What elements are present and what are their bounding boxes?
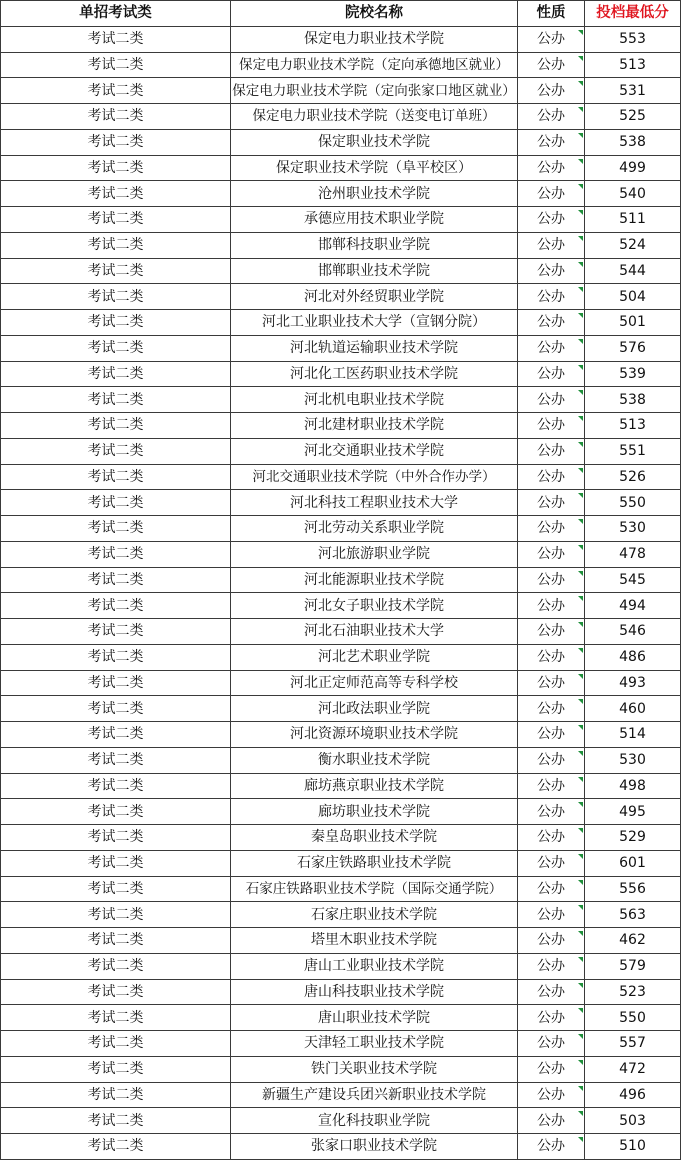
cell-school-type: 公办 [518, 52, 585, 78]
cell-school-type: 公办 [518, 516, 585, 542]
cell-school-name: 石家庄铁路职业技术学院 [231, 850, 518, 876]
cell-school-name: 河北交通职业技术学院 [231, 438, 518, 464]
cell-min-score: 530 [585, 516, 681, 542]
cell-exam-category: 考试二类 [1, 799, 231, 825]
table-row [1, 78, 681, 104]
cell-min-score: 499 [585, 155, 681, 181]
cell-school-name: 保定电力职业技术学院（定向承德地区就业） [231, 52, 518, 78]
cell-school-type: 公办 [518, 876, 585, 902]
cell-school-type: 公办 [518, 1031, 585, 1057]
cell-school-type: 公办 [518, 361, 585, 387]
cell-min-score: 525 [585, 104, 681, 130]
cell-school-type: 公办 [518, 104, 585, 130]
table-row [1, 1005, 681, 1031]
cell-exam-category: 考试二类 [1, 26, 231, 52]
cell-exam-category: 考试二类 [1, 78, 231, 104]
cell-school-type: 公办 [518, 1056, 585, 1082]
table-row [1, 207, 681, 233]
cell-exam-category: 考试二类 [1, 438, 231, 464]
cell-school-name: 河北化工医药职业技术学院 [231, 361, 518, 387]
table-row [1, 258, 681, 284]
table-row [1, 876, 681, 902]
cell-school-name: 河北建材职业技术学院 [231, 413, 518, 439]
cell-min-score: 557 [585, 1031, 681, 1057]
cell-school-type: 公办 [518, 722, 585, 748]
header-school-name: 院校名称 [231, 1, 518, 27]
cell-min-score: 495 [585, 799, 681, 825]
cell-min-score: 501 [585, 310, 681, 336]
table-row [1, 979, 681, 1005]
table-row [1, 696, 681, 722]
cell-exam-category: 考试二类 [1, 155, 231, 181]
cell-exam-category: 考试二类 [1, 310, 231, 336]
table-row [1, 490, 681, 516]
cell-school-type: 公办 [518, 593, 585, 619]
cell-school-type: 公办 [518, 850, 585, 876]
cell-school-type: 公办 [518, 619, 585, 645]
cell-school-type: 公办 [518, 1005, 585, 1031]
cell-min-score: 545 [585, 567, 681, 593]
cell-exam-category: 考试二类 [1, 129, 231, 155]
cell-school-name: 石家庄铁路职业技术学院（国际交通学院） [231, 876, 518, 902]
table-row [1, 52, 681, 78]
table-row [1, 310, 681, 336]
cell-school-type: 公办 [518, 928, 585, 954]
cell-school-type: 公办 [518, 258, 585, 284]
table-row [1, 541, 681, 567]
cell-school-type: 公办 [518, 78, 585, 104]
table-row [1, 1056, 681, 1082]
cell-school-name: 秦皇岛职业技术学院 [231, 825, 518, 851]
table-row [1, 670, 681, 696]
cell-exam-category: 考试二类 [1, 593, 231, 619]
cell-school-name: 沧州职业技术学院 [231, 181, 518, 207]
table-row [1, 129, 681, 155]
cell-school-name: 河北工业职业技术大学（宣钢分院） [231, 310, 518, 336]
cell-min-score: 538 [585, 129, 681, 155]
table-header [1, 1, 681, 27]
table-row [1, 773, 681, 799]
cell-exam-category: 考试二类 [1, 284, 231, 310]
cell-school-name: 廊坊职业技术学院 [231, 799, 518, 825]
cell-school-name: 保定电力职业技术学院（定向张家口地区就业） [231, 78, 518, 104]
cell-school-type: 公办 [518, 310, 585, 336]
cell-min-score: 513 [585, 52, 681, 78]
cell-school-type: 公办 [518, 644, 585, 670]
cell-min-score: 503 [585, 1108, 681, 1134]
table-row [1, 1031, 681, 1057]
table-row [1, 361, 681, 387]
table-row [1, 232, 681, 258]
cell-min-score: 523 [585, 979, 681, 1005]
table-row [1, 799, 681, 825]
cell-exam-category: 考试二类 [1, 1056, 231, 1082]
table-row [1, 902, 681, 928]
cell-school-type: 公办 [518, 1082, 585, 1108]
cell-school-type: 公办 [518, 747, 585, 773]
cell-school-name: 保定电力职业技术学院（送变电订单班） [231, 104, 518, 130]
cell-exam-category: 考试二类 [1, 387, 231, 413]
cell-school-name: 保定职业技术学院 [231, 129, 518, 155]
table-body [1, 26, 681, 1159]
cell-exam-category: 考试二类 [1, 464, 231, 490]
header-exam-category: 单招考试类 [1, 1, 231, 27]
cell-exam-category: 考试二类 [1, 567, 231, 593]
table-row [1, 1108, 681, 1134]
cell-min-score: 601 [585, 850, 681, 876]
cell-school-name: 唐山科技职业技术学院 [231, 979, 518, 1005]
cell-exam-category: 考试二类 [1, 1108, 231, 1134]
cell-min-score: 529 [585, 825, 681, 851]
cell-school-name: 河北艺术职业学院 [231, 644, 518, 670]
cell-school-type: 公办 [518, 155, 585, 181]
cell-school-name: 河北轨道运输职业技术学院 [231, 335, 518, 361]
cell-school-name: 保定职业技术学院（阜平校区） [231, 155, 518, 181]
table-row [1, 619, 681, 645]
cell-exam-category: 考试二类 [1, 541, 231, 567]
cell-min-score: 511 [585, 207, 681, 233]
cell-min-score: 539 [585, 361, 681, 387]
table-row [1, 413, 681, 439]
cell-school-name: 天津轻工职业技术学院 [231, 1031, 518, 1057]
header-school-type: 性质 [518, 1, 585, 27]
table-row [1, 516, 681, 542]
cell-min-score: 538 [585, 387, 681, 413]
cell-min-score: 496 [585, 1082, 681, 1108]
cell-min-score: 510 [585, 1134, 681, 1160]
cell-min-score: 526 [585, 464, 681, 490]
table-row [1, 644, 681, 670]
table-row [1, 1082, 681, 1108]
table-row [1, 181, 681, 207]
cell-school-name: 邯郸职业技术学院 [231, 258, 518, 284]
cell-school-name: 河北对外经贸职业学院 [231, 284, 518, 310]
table-row [1, 825, 681, 851]
cell-min-score: 576 [585, 335, 681, 361]
cell-school-name: 河北政法职业学院 [231, 696, 518, 722]
cell-exam-category: 考试二类 [1, 1134, 231, 1160]
cell-min-score: 556 [585, 876, 681, 902]
cell-school-name: 承德应用技术职业学院 [231, 207, 518, 233]
cell-exam-category: 考试二类 [1, 361, 231, 387]
cell-school-type: 公办 [518, 541, 585, 567]
table-row [1, 953, 681, 979]
table-row [1, 1134, 681, 1160]
cell-school-name: 廊坊燕京职业技术学院 [231, 773, 518, 799]
cell-min-score: 493 [585, 670, 681, 696]
cell-school-type: 公办 [518, 207, 585, 233]
cell-exam-category: 考试二类 [1, 490, 231, 516]
cell-school-type: 公办 [518, 181, 585, 207]
table-row [1, 722, 681, 748]
cell-school-name: 河北女子职业技术学院 [231, 593, 518, 619]
table-row [1, 155, 681, 181]
cell-min-score: 498 [585, 773, 681, 799]
cell-exam-category: 考试二类 [1, 644, 231, 670]
cell-school-name: 河北科技工程职业技术大学 [231, 490, 518, 516]
table-row [1, 387, 681, 413]
cell-school-name: 河北资源环境职业技术学院 [231, 722, 518, 748]
cell-exam-category: 考试二类 [1, 747, 231, 773]
cell-school-type: 公办 [518, 979, 585, 1005]
cell-exam-category: 考试二类 [1, 850, 231, 876]
cell-exam-category: 考试二类 [1, 902, 231, 928]
cell-exam-category: 考试二类 [1, 413, 231, 439]
cell-min-score: 524 [585, 232, 681, 258]
cell-min-score: 513 [585, 413, 681, 439]
cell-exam-category: 考试二类 [1, 979, 231, 1005]
cell-exam-category: 考试二类 [1, 1031, 231, 1057]
cell-school-type: 公办 [518, 567, 585, 593]
cell-school-name: 河北石油职业技术大学 [231, 619, 518, 645]
cell-min-score: 472 [585, 1056, 681, 1082]
table-row [1, 464, 681, 490]
cell-school-name: 河北劳动关系职业学院 [231, 516, 518, 542]
cell-school-type: 公办 [518, 1108, 585, 1134]
cell-min-score: 460 [585, 696, 681, 722]
cell-school-type: 公办 [518, 773, 585, 799]
cell-min-score: 544 [585, 258, 681, 284]
cell-min-score: 546 [585, 619, 681, 645]
table-row [1, 335, 681, 361]
cell-school-name: 河北机电职业技术学院 [231, 387, 518, 413]
cell-school-type: 公办 [518, 232, 585, 258]
cell-exam-category: 考试二类 [1, 1005, 231, 1031]
cell-school-type: 公办 [518, 670, 585, 696]
cell-school-type: 公办 [518, 490, 585, 516]
cell-school-name: 河北交通职业技术学院（中外合作办学） [231, 464, 518, 490]
cell-exam-category: 考试二类 [1, 181, 231, 207]
cell-exam-category: 考试二类 [1, 232, 231, 258]
cell-school-type: 公办 [518, 129, 585, 155]
cell-min-score: 478 [585, 541, 681, 567]
cell-min-score: 494 [585, 593, 681, 619]
cell-school-type: 公办 [518, 284, 585, 310]
cell-school-type: 公办 [518, 953, 585, 979]
cell-min-score: 579 [585, 953, 681, 979]
cell-exam-category: 考试二类 [1, 773, 231, 799]
table-row [1, 104, 681, 130]
cell-min-score: 531 [585, 78, 681, 104]
cell-school-type: 公办 [518, 387, 585, 413]
cell-school-name: 唐山职业技术学院 [231, 1005, 518, 1031]
table-row [1, 850, 681, 876]
cell-exam-category: 考试二类 [1, 516, 231, 542]
cell-school-type: 公办 [518, 413, 585, 439]
cell-min-score: 462 [585, 928, 681, 954]
cell-school-type: 公办 [518, 335, 585, 361]
cell-min-score: 551 [585, 438, 681, 464]
cell-exam-category: 考试二类 [1, 670, 231, 696]
cell-school-name: 新疆生产建设兵团兴新职业技术学院 [231, 1082, 518, 1108]
cell-school-type: 公办 [518, 464, 585, 490]
cell-min-score: 530 [585, 747, 681, 773]
table-row [1, 438, 681, 464]
header-min-score: 投档最低分 [585, 1, 681, 27]
cell-exam-category: 考试二类 [1, 953, 231, 979]
cell-school-name: 铁门关职业技术学院 [231, 1056, 518, 1082]
cell-min-score: 550 [585, 1005, 681, 1031]
cell-min-score: 550 [585, 490, 681, 516]
cell-school-name: 张家口职业技术学院 [231, 1134, 518, 1160]
table-row [1, 26, 681, 52]
cell-exam-category: 考试二类 [1, 258, 231, 284]
cell-min-score: 563 [585, 902, 681, 928]
cell-exam-category: 考试二类 [1, 207, 231, 233]
cell-school-name: 河北旅游职业学院 [231, 541, 518, 567]
cell-min-score: 540 [585, 181, 681, 207]
cell-school-name: 邯郸科技职业学院 [231, 232, 518, 258]
cell-exam-category: 考试二类 [1, 52, 231, 78]
cell-exam-category: 考试二类 [1, 104, 231, 130]
cell-exam-category: 考试二类 [1, 722, 231, 748]
table-row [1, 284, 681, 310]
cell-school-name: 宣化科技职业学院 [231, 1108, 518, 1134]
cell-min-score: 514 [585, 722, 681, 748]
cell-school-type: 公办 [518, 26, 585, 52]
cell-exam-category: 考试二类 [1, 928, 231, 954]
cell-school-name: 石家庄职业技术学院 [231, 902, 518, 928]
cell-exam-category: 考试二类 [1, 825, 231, 851]
cell-school-name: 河北正定师范高等专科学校 [231, 670, 518, 696]
cell-exam-category: 考试二类 [1, 876, 231, 902]
header-row [1, 1, 681, 27]
cell-school-type: 公办 [518, 799, 585, 825]
cell-exam-category: 考试二类 [1, 696, 231, 722]
cell-school-name: 保定电力职业技术学院 [231, 26, 518, 52]
cell-school-name: 唐山工业职业技术学院 [231, 953, 518, 979]
table-row [1, 928, 681, 954]
cell-school-type: 公办 [518, 1134, 585, 1160]
table-row [1, 593, 681, 619]
cell-min-score: 504 [585, 284, 681, 310]
cell-school-type: 公办 [518, 696, 585, 722]
cell-exam-category: 考试二类 [1, 619, 231, 645]
cell-school-type: 公办 [518, 438, 585, 464]
cell-school-name: 衡水职业技术学院 [231, 747, 518, 773]
table-row [1, 567, 681, 593]
cell-min-score: 553 [585, 26, 681, 52]
cell-school-name: 塔里木职业技术学院 [231, 928, 518, 954]
cell-min-score: 486 [585, 644, 681, 670]
cell-exam-category: 考试二类 [1, 335, 231, 361]
cell-school-name: 河北能源职业技术学院 [231, 567, 518, 593]
cell-exam-category: 考试二类 [1, 1082, 231, 1108]
cell-school-type: 公办 [518, 902, 585, 928]
cell-school-type: 公办 [518, 825, 585, 851]
table-row [1, 747, 681, 773]
